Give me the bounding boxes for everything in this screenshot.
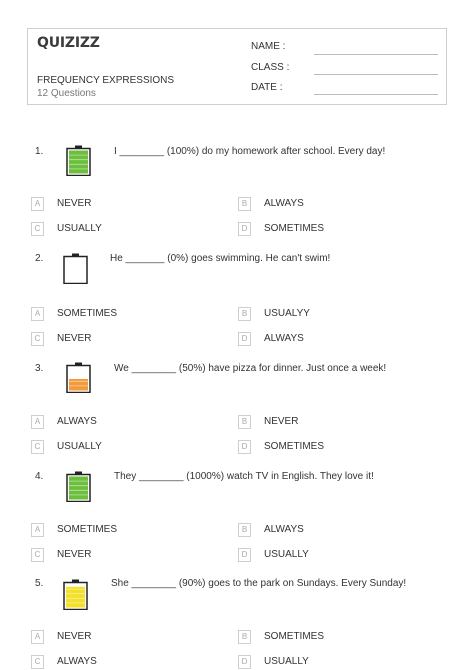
name-line[interactable]	[314, 54, 438, 55]
option-text: ALWAYS	[264, 524, 304, 535]
date-line[interactable]	[314, 94, 438, 95]
worksheet-title: FREQUENCY EXPRESSIONS	[37, 75, 175, 86]
question-number: 1.	[35, 146, 44, 157]
question-count: 12 Questions	[37, 88, 96, 99]
battery-icon	[66, 362, 91, 393]
option-letter: D	[238, 332, 251, 346]
option-text: SOMETIMES	[264, 223, 325, 234]
option-letter: B	[238, 630, 251, 644]
option-text: USUALLY	[264, 656, 309, 667]
option-text: SOMETIMES	[264, 441, 325, 452]
option-text: NEVER	[57, 549, 92, 560]
option-letter: D	[238, 222, 251, 236]
quizizz-logo: QUIZIZZ	[37, 35, 100, 51]
option-letter: B	[238, 197, 251, 211]
worksheet-header	[27, 28, 447, 105]
option-letter: A	[31, 307, 44, 321]
option-text: USUALLY	[57, 441, 102, 452]
option-letter: C	[31, 332, 44, 346]
option-text: ALWAYS	[264, 198, 304, 209]
option-text: NEVER	[57, 198, 92, 209]
battery-fill	[66, 587, 85, 608]
battery-icon	[63, 579, 88, 610]
option-letter: B	[238, 523, 251, 537]
option-text: NEVER	[57, 333, 92, 344]
option-text: USUALLY	[57, 223, 102, 234]
question-number: 4.	[35, 471, 44, 482]
option-text: ALWAYS	[57, 416, 97, 427]
name-label: NAME :	[251, 41, 286, 52]
battery-icon	[63, 253, 88, 284]
question-text: She ________ (90%) goes to the park on Sundays. Every Sunday!	[111, 578, 407, 589]
question-text: He _______ (0%) goes swimming. He can't swim!	[110, 253, 331, 264]
battery-body	[64, 257, 87, 284]
battery-fill	[69, 477, 88, 500]
option-letter: A	[31, 415, 44, 429]
option-text: SOMETIMES	[264, 631, 325, 642]
class-label: CLASS :	[251, 62, 290, 73]
date-label: DATE :	[251, 82, 283, 93]
option-letter: C	[31, 440, 44, 454]
option-letter: C	[31, 655, 44, 669]
option-letter: A	[31, 197, 44, 211]
option-letter: C	[31, 222, 44, 236]
question-text: They ________ (1000%) watch TV in English. They love it!	[114, 471, 374, 482]
option-letter: C	[31, 548, 44, 562]
option-letter: A	[31, 523, 44, 537]
class-line[interactable]	[314, 74, 438, 75]
option-letter: B	[238, 307, 251, 321]
option-text: ALWAYS	[57, 656, 97, 667]
option-text: SOMETIMES	[57, 524, 118, 535]
option-text: SOMETIMES	[57, 308, 118, 319]
question-text: We ________ (50%) have pizza for dinner. Just once a week!	[114, 363, 387, 374]
battery-icon	[66, 145, 91, 176]
option-text: NEVER	[264, 416, 299, 427]
question-text: I ________ (100%) do my homework after school. Every day!	[114, 146, 386, 157]
question-number: 2.	[35, 253, 44, 264]
option-text: ALWAYS	[264, 333, 304, 344]
option-text: NEVER	[57, 631, 92, 642]
option-letter: D	[238, 655, 251, 669]
option-letter: D	[238, 440, 251, 454]
battery-fill	[69, 379, 88, 391]
battery-fill	[69, 151, 88, 174]
option-text: USUALLY	[264, 549, 309, 560]
option-letter: B	[238, 415, 251, 429]
battery-icon	[66, 471, 91, 502]
option-letter: A	[31, 630, 44, 644]
question-number: 5.	[35, 578, 44, 589]
option-text: USUALYY	[264, 308, 310, 319]
option-letter: D	[238, 548, 251, 562]
question-number: 3.	[35, 363, 44, 374]
